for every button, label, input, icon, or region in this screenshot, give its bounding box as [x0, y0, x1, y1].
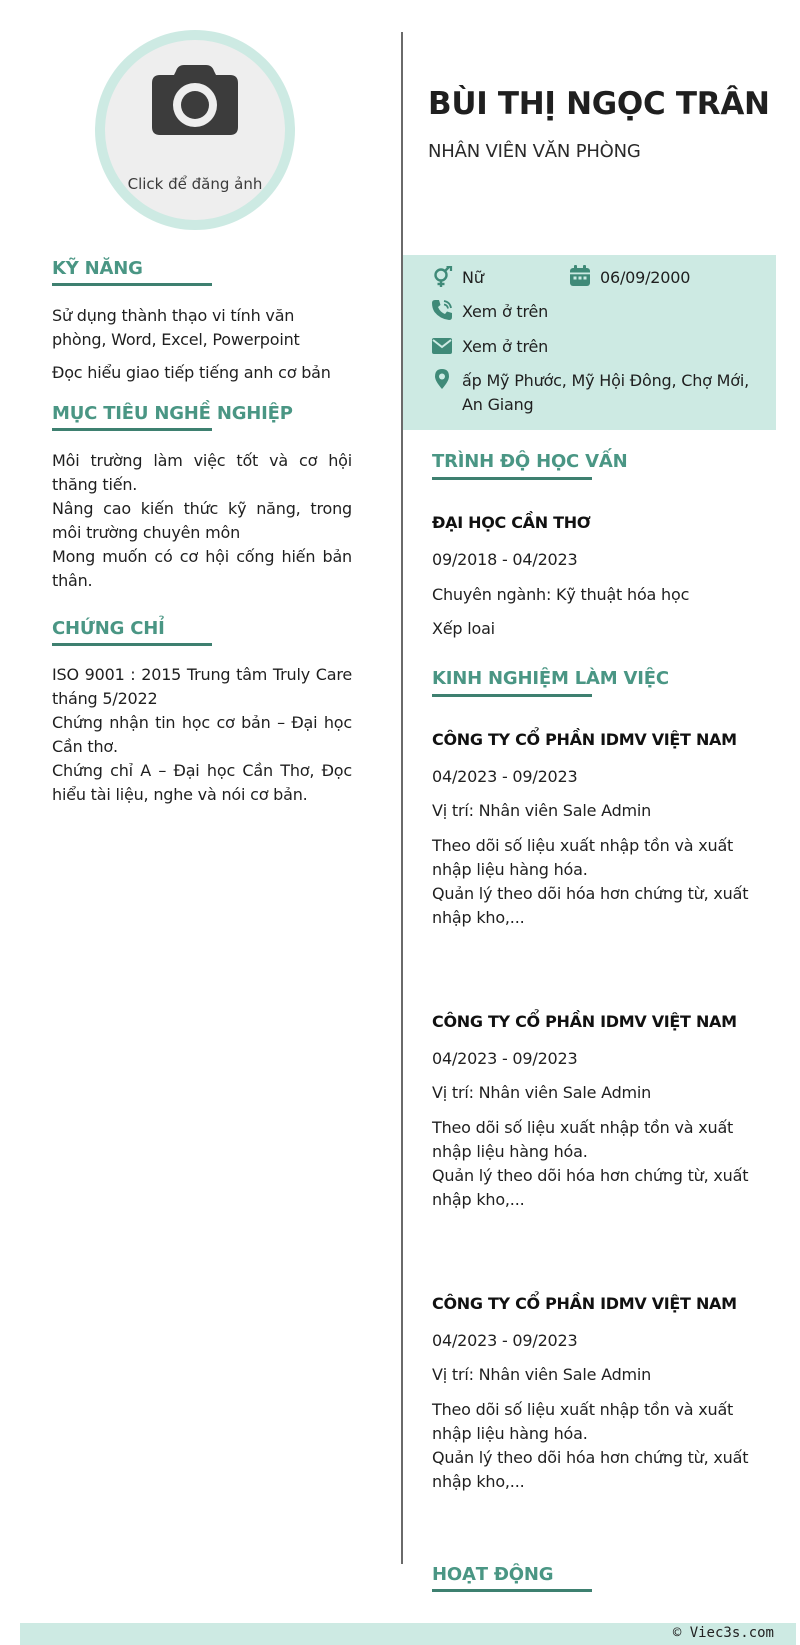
experience-period: 04/2023 - 09/2023 [432, 1049, 578, 1068]
certificates-text [52, 663, 352, 807]
activities-title: HOẠT ĐỘNG [432, 1564, 554, 1585]
location-pin-icon [431, 368, 453, 390]
gender-icon [431, 266, 453, 288]
phone-value: Xem ở trên [462, 302, 549, 321]
experience-desc-line: Theo dõi số liệu xuất nhập tồn và xuất nhập liệu hàng hóa. [432, 1118, 734, 1161]
education-rank: Xếp loai [432, 619, 495, 638]
camera-icon [152, 65, 238, 135]
certificates-underline [52, 643, 212, 646]
footer-bar [20, 1623, 796, 1645]
education-school: ĐẠI HỌC CẦN THƠ [432, 513, 591, 532]
experience-desc-line: Quản lý theo dõi hóa hơn chứng từ, xuất nhập kho,... [432, 884, 749, 927]
activities-underline [432, 1589, 592, 1592]
education-period: 09/2018 - 04/2023 [432, 550, 578, 569]
education-underline [432, 477, 592, 480]
job-title: NHÂN VIÊN VĂN PHÒNG [428, 141, 641, 162]
certificate-line: ISO 9001 : 2015 Trung tâm Truly Care tháng 5/2022 [52, 665, 352, 708]
experience-position: Vị trí: Nhân viên Sale Admin [432, 1365, 652, 1384]
objective-line: Nâng cao kiến thức kỹ năng, trong môi trường chuyên môn [52, 499, 352, 542]
experience-underline [432, 694, 592, 697]
experience-period: 04/2023 - 09/2023 [432, 767, 578, 786]
experience-period: 04/2023 - 09/2023 [432, 1331, 578, 1350]
skills-title: KỸ NĂNG [52, 258, 143, 279]
avatar-caption[interactable]: Click để đăng ảnh [127, 175, 263, 193]
skills-underline [52, 283, 212, 286]
education-title: TRÌNH ĐỘ HỌC VẤN [432, 451, 628, 472]
birthday-value: 06/09/2000 [600, 268, 691, 287]
education-major: Chuyên ngành: Kỹ thuật hóa học [432, 585, 690, 604]
experience-position: Vị trí: Nhân viên Sale Admin [432, 1083, 652, 1102]
objective-line: Mong muốn có cơ hội cống hiến bản thân. [52, 547, 352, 590]
experience-description [432, 1116, 752, 1212]
certificate-line: Chứng nhận tin học cơ bản – Đại học Cần thơ. [52, 713, 352, 756]
experience-desc-line: Theo dõi số liệu xuất nhập tồn và xuất nhập liệu hàng hóa. [432, 836, 734, 879]
objective-text [52, 449, 352, 593]
avatar-placeholder[interactable] [105, 40, 285, 220]
skill-item: Đọc hiểu giao tiếp tiếng anh cơ bản [52, 363, 331, 382]
phone-icon [431, 299, 453, 321]
objective-underline [52, 428, 212, 431]
skill-item: Sử dụng thành thạo vi tính văn phòng, Word, Excel, Powerpoint [52, 306, 300, 349]
avatar[interactable] [95, 30, 295, 230]
experience-desc-line: Quản lý theo dõi hóa hơn chứng từ, xuất nhập kho,... [432, 1448, 749, 1491]
experience-title: KINH NGHIỆM LÀM VIỆC [432, 668, 669, 689]
footer-credit: © Viec3s.com [672, 1625, 774, 1641]
candidate-name: BÙI THỊ NGỌC TRÂN [428, 86, 770, 122]
experience-description [432, 1398, 752, 1494]
experience-desc-line: Theo dõi số liệu xuất nhập tồn và xuất nhập liệu hàng hóa. [432, 1400, 734, 1443]
email-value: Xem ở trên [462, 337, 549, 356]
objective-line: Môi trường làm việc tốt và cơ hội thăng tiến. [52, 451, 352, 494]
gender-value: Nữ [462, 268, 484, 287]
experience-company: CÔNG TY CỔ PHẦN IDMV VIỆT NAM [432, 1294, 737, 1313]
experience-desc-line: Quản lý theo dõi hóa hơn chứng từ, xuất nhập kho,... [432, 1166, 749, 1209]
experience-company: CÔNG TY CỔ PHẦN IDMV VIỆT NAM [432, 730, 737, 749]
certificates-title: CHỨNG CHỈ [52, 618, 165, 639]
calendar-icon [569, 265, 591, 287]
experience-description [432, 834, 752, 930]
experience-company: CÔNG TY CỔ PHẦN IDMV VIỆT NAM [432, 1012, 737, 1031]
email-icon [431, 335, 453, 357]
objective-title: MỤC TIÊU NGHỀ NGHIỆP [52, 403, 293, 424]
address-value: ấp Mỹ Phước, Mỹ Hội Đông, Chợ Mới, An Giang [462, 371, 749, 414]
experience-position: Vị trí: Nhân viên Sale Admin [432, 801, 652, 820]
certificate-line: Chứng chỉ A – Đại học Cần Thơ, Đọc hiểu tài liệu, nghe và nói cơ bản. [52, 761, 352, 804]
